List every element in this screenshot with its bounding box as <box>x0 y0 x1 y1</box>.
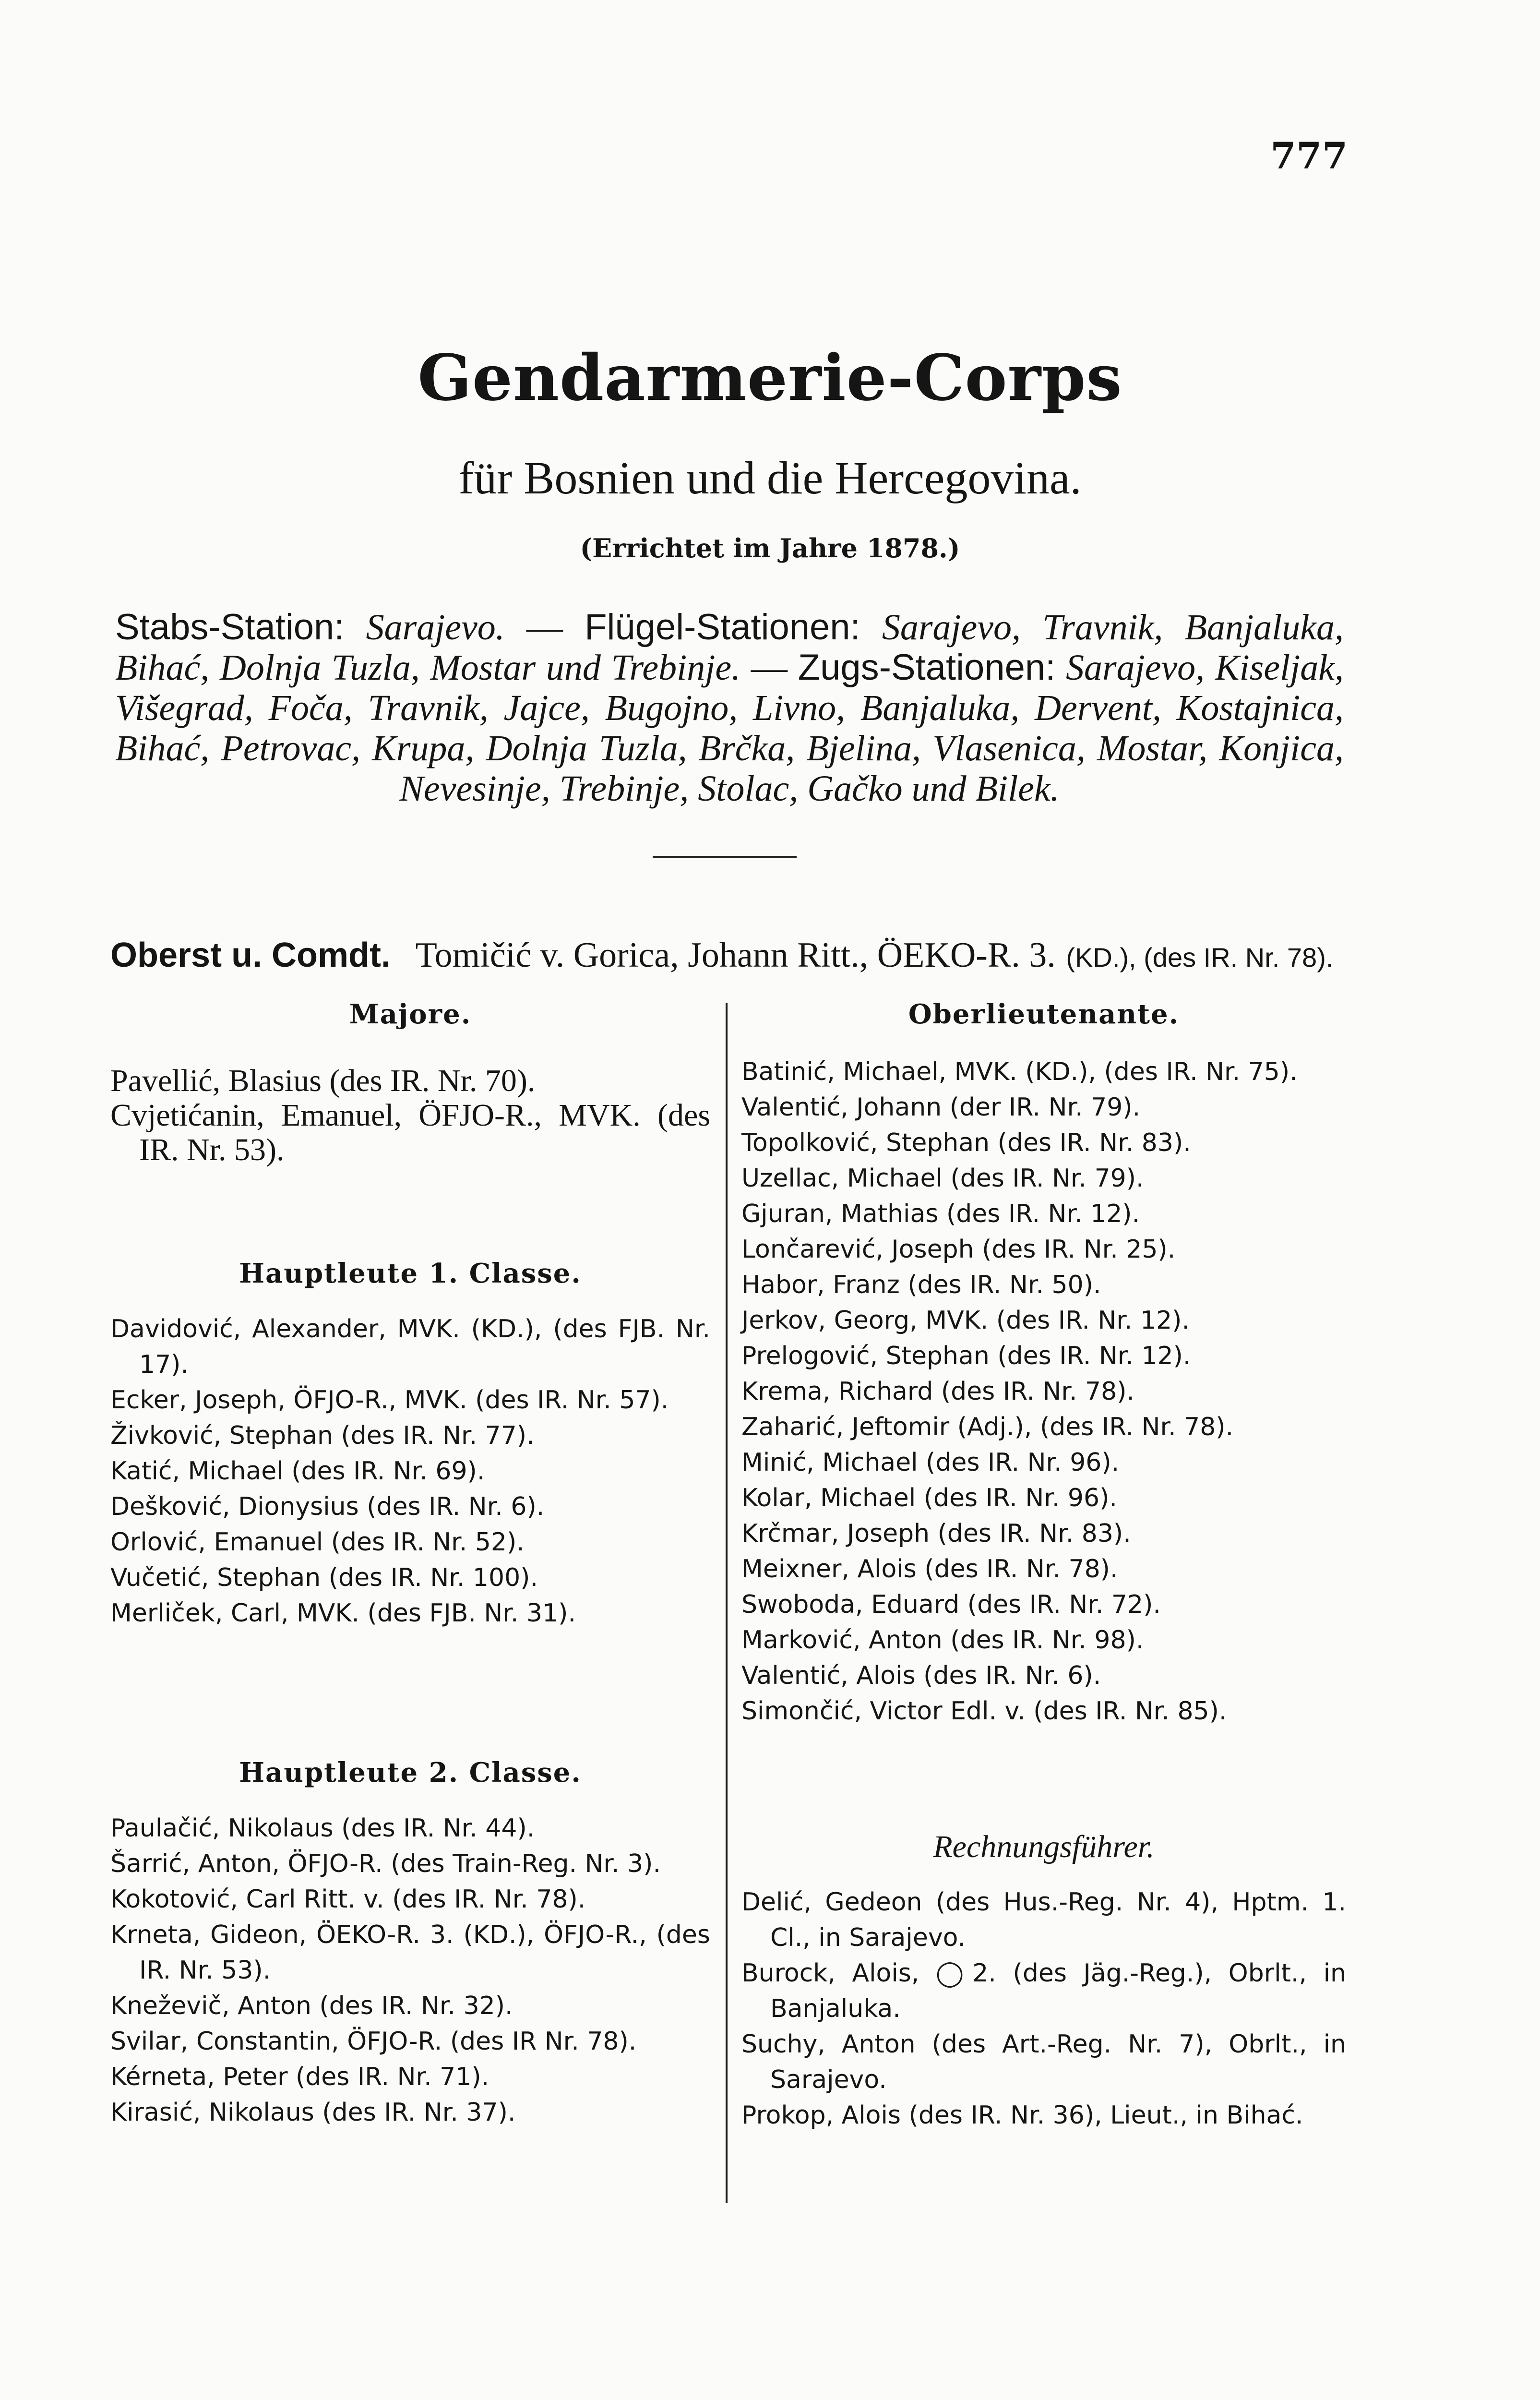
list-entry: Kokotović, Carl Ritt. v. (des IR. Nr. 78). <box>110 1885 586 1914</box>
list-entry: Batinić, Michael, MVK. (KD.), (des IR. Nr. 75). <box>741 1057 1298 1086</box>
list-entry: Lončarević, Joseph (des IR. Nr. 25). <box>741 1235 1176 1264</box>
list-entry: Pavellić, Blasius (des IR. Nr. 70). <box>110 1063 536 1098</box>
list-entry: Kolar, Michael (des IR. Nr. 96). <box>741 1484 1117 1512</box>
stations-paragraph <box>115 607 1344 809</box>
list-entry: Delić, Gedeon (des Hus.-Reg. Nr. 4), Hptm. 1. Cl., in Sarajevo. <box>741 1888 1346 1952</box>
wing-stations-label: Flügel-Stationen: <box>585 607 860 648</box>
list-entry: Prokop, Alois (des IR. Nr. 36), Lieut., in Bihać. <box>741 2101 1303 2130</box>
platoon-stations-value: Sarajevo, Kiseljak, Višegrad, Foča, Travnik, Jajce, Bugojno, Livno, Banjaluka, Dervent, Kostajnica, Bihać, Petrovac, Krupa, Dolnja Tuzla, Brčka, Bjelina, Vlasenica, Mostar, Konjica, Nevesinje, Trebinje, Stolac, Gačko und Bilek. <box>115 648 1344 809</box>
platoon-stations-label: Zugs-Stationen: <box>798 647 1056 688</box>
list-entry: Ecker, Joseph, ÖFJO-R., MVK. (des IR. Nr. 57). <box>110 1386 669 1415</box>
column-divider <box>726 1003 728 2203</box>
list-entry: Gjuran, Mathias (des IR. Nr. 12). <box>741 1200 1140 1228</box>
list-entry: Marković, Anton (des IR. Nr. 98). <box>741 1626 1144 1655</box>
list-entry: Šarrić, Anton, ÖFJO-R. (des Train-Reg. Nr. 3). <box>110 1849 661 1878</box>
page-title: Gendarmerie-Corps <box>418 341 1122 415</box>
list-entry: Davidović, Alexander, MVK. (KD.), (des FJB. Nr. 17). <box>110 1315 710 1379</box>
list-entry: Topolković, Stephan (des IR. Nr. 83). <box>741 1128 1191 1157</box>
list-entry: Krema, Richard (des IR. Nr. 78). <box>741 1377 1135 1406</box>
separator: — <box>526 607 563 648</box>
list-entry: Svilar, Constantin, ÖFJO-R. (des IR Nr. 78). <box>110 2027 637 2056</box>
section-heading: Majore. <box>349 998 472 1030</box>
list-entry: Kirasić, Nikolaus (des IR. Nr. 37). <box>110 2098 516 2127</box>
section-oberlieutenante <box>741 998 1346 1729</box>
wing-stations-value: Sarajevo, Travnik, Banjaluka, Bihać, Dolnja Tuzla, Mostar und Trebinje. <box>115 607 1344 688</box>
list-entry: Merliček, Carl, MVK. (des FJB. Nr. 31). <box>110 1599 576 1628</box>
list-entry: Swoboda, Eduard (des IR. Nr. 72). <box>741 1590 1161 1619</box>
list-entry: Katić, Michael (des IR. Nr. 69). <box>110 1457 485 1486</box>
list-entry: Živković, Stephan (des IR. Nr. 77). <box>110 1421 535 1450</box>
section-hauptleute-1 <box>110 1258 710 1631</box>
separator: — <box>751 648 788 688</box>
section-rechnungsfuehrer <box>741 1829 1346 2133</box>
list-entry: Valentić, Johann (der IR. Nr. 79). <box>741 1093 1141 1122</box>
list-entry: Meixner, Alois (des IR. Nr. 78). <box>741 1555 1118 1584</box>
list-entry: Simončić, Victor Edl. v. (des IR. Nr. 85). <box>741 1697 1227 1726</box>
section-heading: Hauptleute 2. Classe. <box>239 1757 582 1788</box>
page-number: 777 <box>1270 134 1348 177</box>
commander-note: (KD.), (des IR. Nr. 78). <box>1066 942 1334 972</box>
list-entry: Krčmar, Joseph (des IR. Nr. 83). <box>741 1519 1131 1548</box>
staff-station-label: Stabs-Station: <box>115 607 345 648</box>
commander-name: Tomičić v. Gorica, Johann Ritt., ÖEKO-R. 3. <box>415 936 1056 975</box>
list-entry: Kérneta, Peter (des IR. Nr. 71). <box>110 2063 489 2091</box>
page-subtitle: für Bosnien und die Hercegovina. <box>458 452 1082 504</box>
founded-note: (Errichtet im Jahre 1878.) <box>580 533 960 564</box>
list-entry: Krneta, Gideon, ÖEKO-R. 3. (KD.), ÖFJO-R., (des IR. Nr. 53). <box>110 1920 710 1985</box>
section-majore <box>110 998 710 1167</box>
list-entry: Dešković, Dionysius (des IR. Nr. 6). <box>110 1492 545 1521</box>
list-entry: Kneževič, Anton (des IR. Nr. 32). <box>110 1992 513 2020</box>
horizontal-rule <box>653 856 797 858</box>
list-entry: Suchy, Anton (des Art.-Reg. Nr. 7), Obrlt., in Sarajevo. <box>741 2030 1346 2094</box>
staff-station-value: Sarajevo. <box>366 607 505 648</box>
list-entry: Orlović, Emanuel (des IR. Nr. 52). <box>110 1528 525 1557</box>
list-entry: Cvjetićanin, Emanuel, ÖFJO-R., MVK. (des IR. Nr. 53). <box>110 1098 710 1167</box>
list-entry: Burock, Alois, ◯2. (des Jäg.-Reg.), Obrlt., in Banjaluka. <box>741 1959 1346 2023</box>
commander-rank: Oberst u. Comdt. <box>110 936 391 974</box>
list-entry: Paulačić, Nikolaus (des IR. Nr. 44). <box>110 1814 535 1843</box>
list-entry: Uzellac, Michael (des IR. Nr. 79). <box>741 1164 1144 1193</box>
list-entry: Prelogović, Stephan (des IR. Nr. 12). <box>741 1342 1191 1370</box>
list-entry: Vučetić, Stephan (des IR. Nr. 100). <box>110 1563 538 1592</box>
list-entry: Habor, Franz (des IR. Nr. 50). <box>741 1271 1101 1299</box>
list-entry: Minić, Michael (des IR. Nr. 96). <box>741 1448 1120 1477</box>
list-entry: Zaharić, Jeftomir (Adj.), (des IR. Nr. 78). <box>741 1413 1234 1441</box>
section-hauptleute-2 <box>110 1757 710 2130</box>
section-heading: Rechnungsführer. <box>933 1829 1155 1864</box>
section-heading: Oberlieutenante. <box>908 998 1180 1030</box>
section-heading: Hauptleute 1. Classe. <box>239 1258 582 1289</box>
commander-line <box>110 935 1358 976</box>
list-entry: Valentić, Alois (des IR. Nr. 6). <box>741 1661 1101 1690</box>
list-entry: Jerkov, Georg, MVK. (des IR. Nr. 12). <box>741 1306 1190 1335</box>
